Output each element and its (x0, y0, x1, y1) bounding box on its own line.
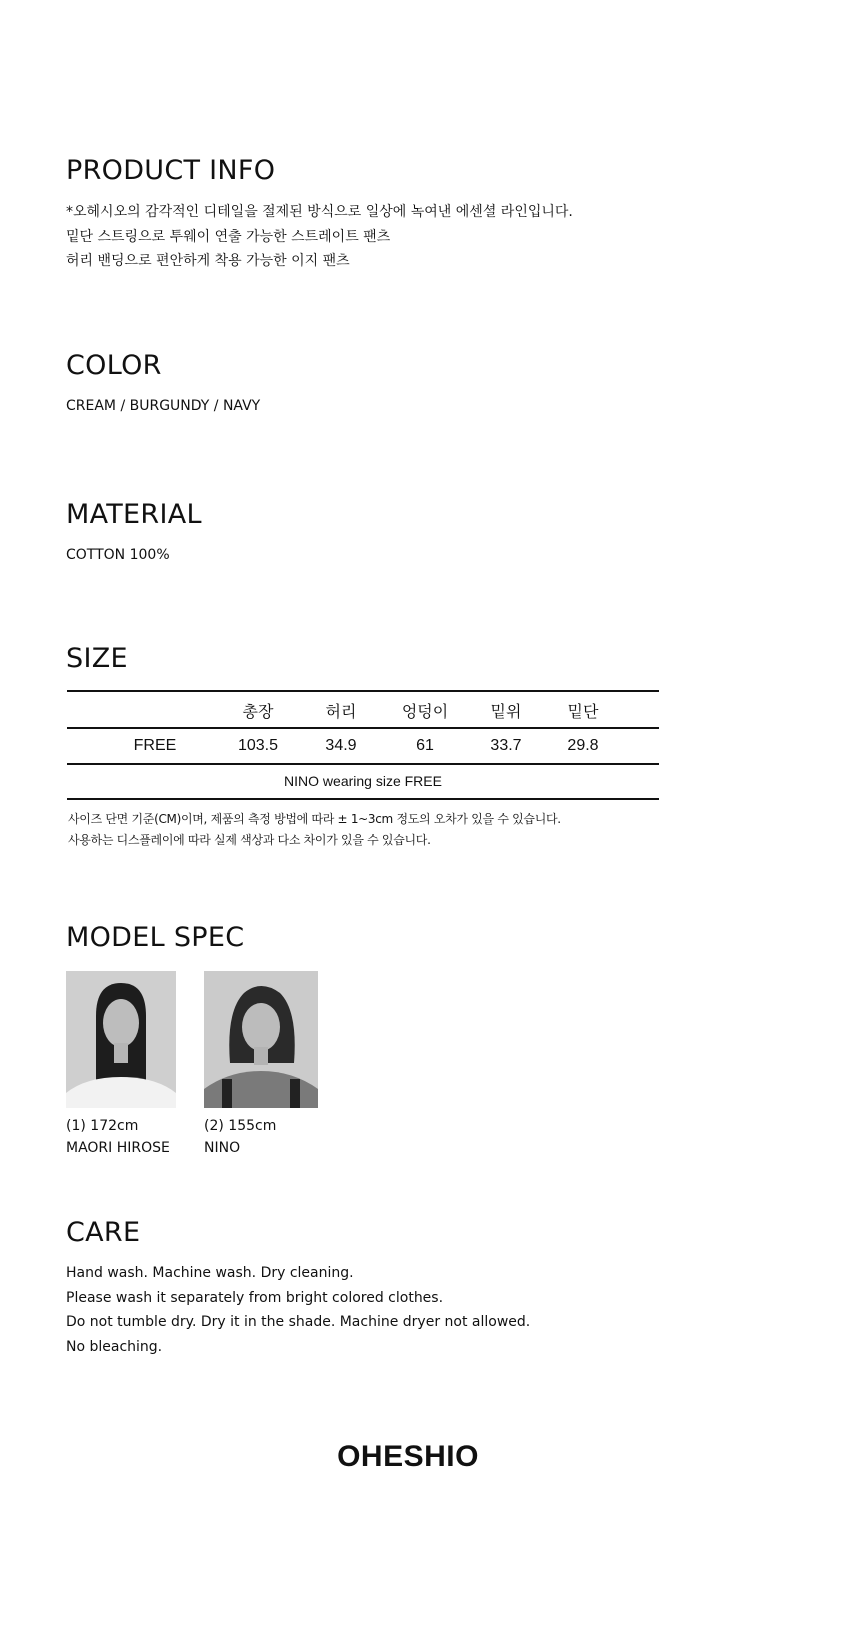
table-cell: 29.8 (567, 737, 599, 754)
row-label: FREE (133, 737, 177, 754)
model-caption (204, 1115, 276, 1159)
color-heading: COLOR (66, 350, 162, 381)
product-info-line: 밑단 스트링으로 투웨이 연출 가능한 스트레이트 팬츠 (66, 228, 391, 245)
product-info-line: 허리 밴딩으로 편안하게 착용 가능한 이지 팬츠 (66, 253, 350, 269)
table-footer: NINO wearing size FREE (284, 773, 442, 789)
model-name: MAORI HIROSE (66, 1140, 170, 1156)
table-divider (67, 727, 659, 729)
column-header: 밑위 (490, 704, 522, 721)
table-cell: 33.7 (490, 737, 522, 754)
product-info-text (66, 200, 573, 274)
model-name: NINO (204, 1140, 241, 1156)
table-cell: 103.5 (237, 737, 279, 754)
table-cell: 34.9 (325, 737, 357, 754)
size-note: 사이즈 단면 기준(CM)이며, 제품의 측정 방법에 따라 ± 1~3cm 정도의 오차가 있을 수 있습니다. (68, 812, 561, 826)
size-note: 사용하는 디스플레이에 따라 실제 색상과 다소 차이가 있을 수 있습니다. (68, 833, 431, 847)
table-divider (67, 763, 659, 765)
product-info-heading: PRODUCT INFO (66, 155, 276, 186)
model-photo (204, 971, 318, 1108)
column-header: 밑단 (567, 704, 599, 721)
color-value: CREAM / BURGUNDY / NAVY (66, 398, 261, 414)
model-height: (1) 172cm (66, 1118, 139, 1134)
model-height: (2) 155cm (204, 1118, 277, 1134)
material-value: COTTON 100% (66, 547, 170, 563)
care-line: Do not tumble dry. Dry it in the shade. Machine dryer not allowed. (66, 1314, 531, 1330)
table-divider (67, 798, 659, 800)
product-info-line: *오헤시오의 감각적인 디테일을 절제된 방식으로 일상에 녹여낸 에센셜 라인입니다. (66, 204, 573, 220)
care-line: Hand wash. Machine wash. Dry cleaning. (66, 1265, 354, 1281)
care-line: Please wash it separately from bright colored clothes. (66, 1289, 444, 1306)
care-heading: CARE (66, 1217, 141, 1248)
model-caption (66, 1115, 170, 1159)
size-notes (68, 809, 561, 851)
care-text (66, 1261, 530, 1359)
size-heading: SIZE (66, 643, 128, 674)
column-header: 총장 (242, 704, 274, 721)
table-divider (67, 690, 659, 692)
column-header: 엉덩이 (401, 704, 449, 721)
column-header: 허리 (325, 704, 357, 721)
model-photo (66, 971, 176, 1108)
brand-logo: OHESHIO (337, 1440, 479, 1473)
model-spec-heading: MODEL SPEC (66, 922, 245, 953)
care-line: No bleaching. (66, 1338, 163, 1355)
material-heading: MATERIAL (66, 499, 202, 530)
table-cell: 61 (416, 737, 434, 754)
